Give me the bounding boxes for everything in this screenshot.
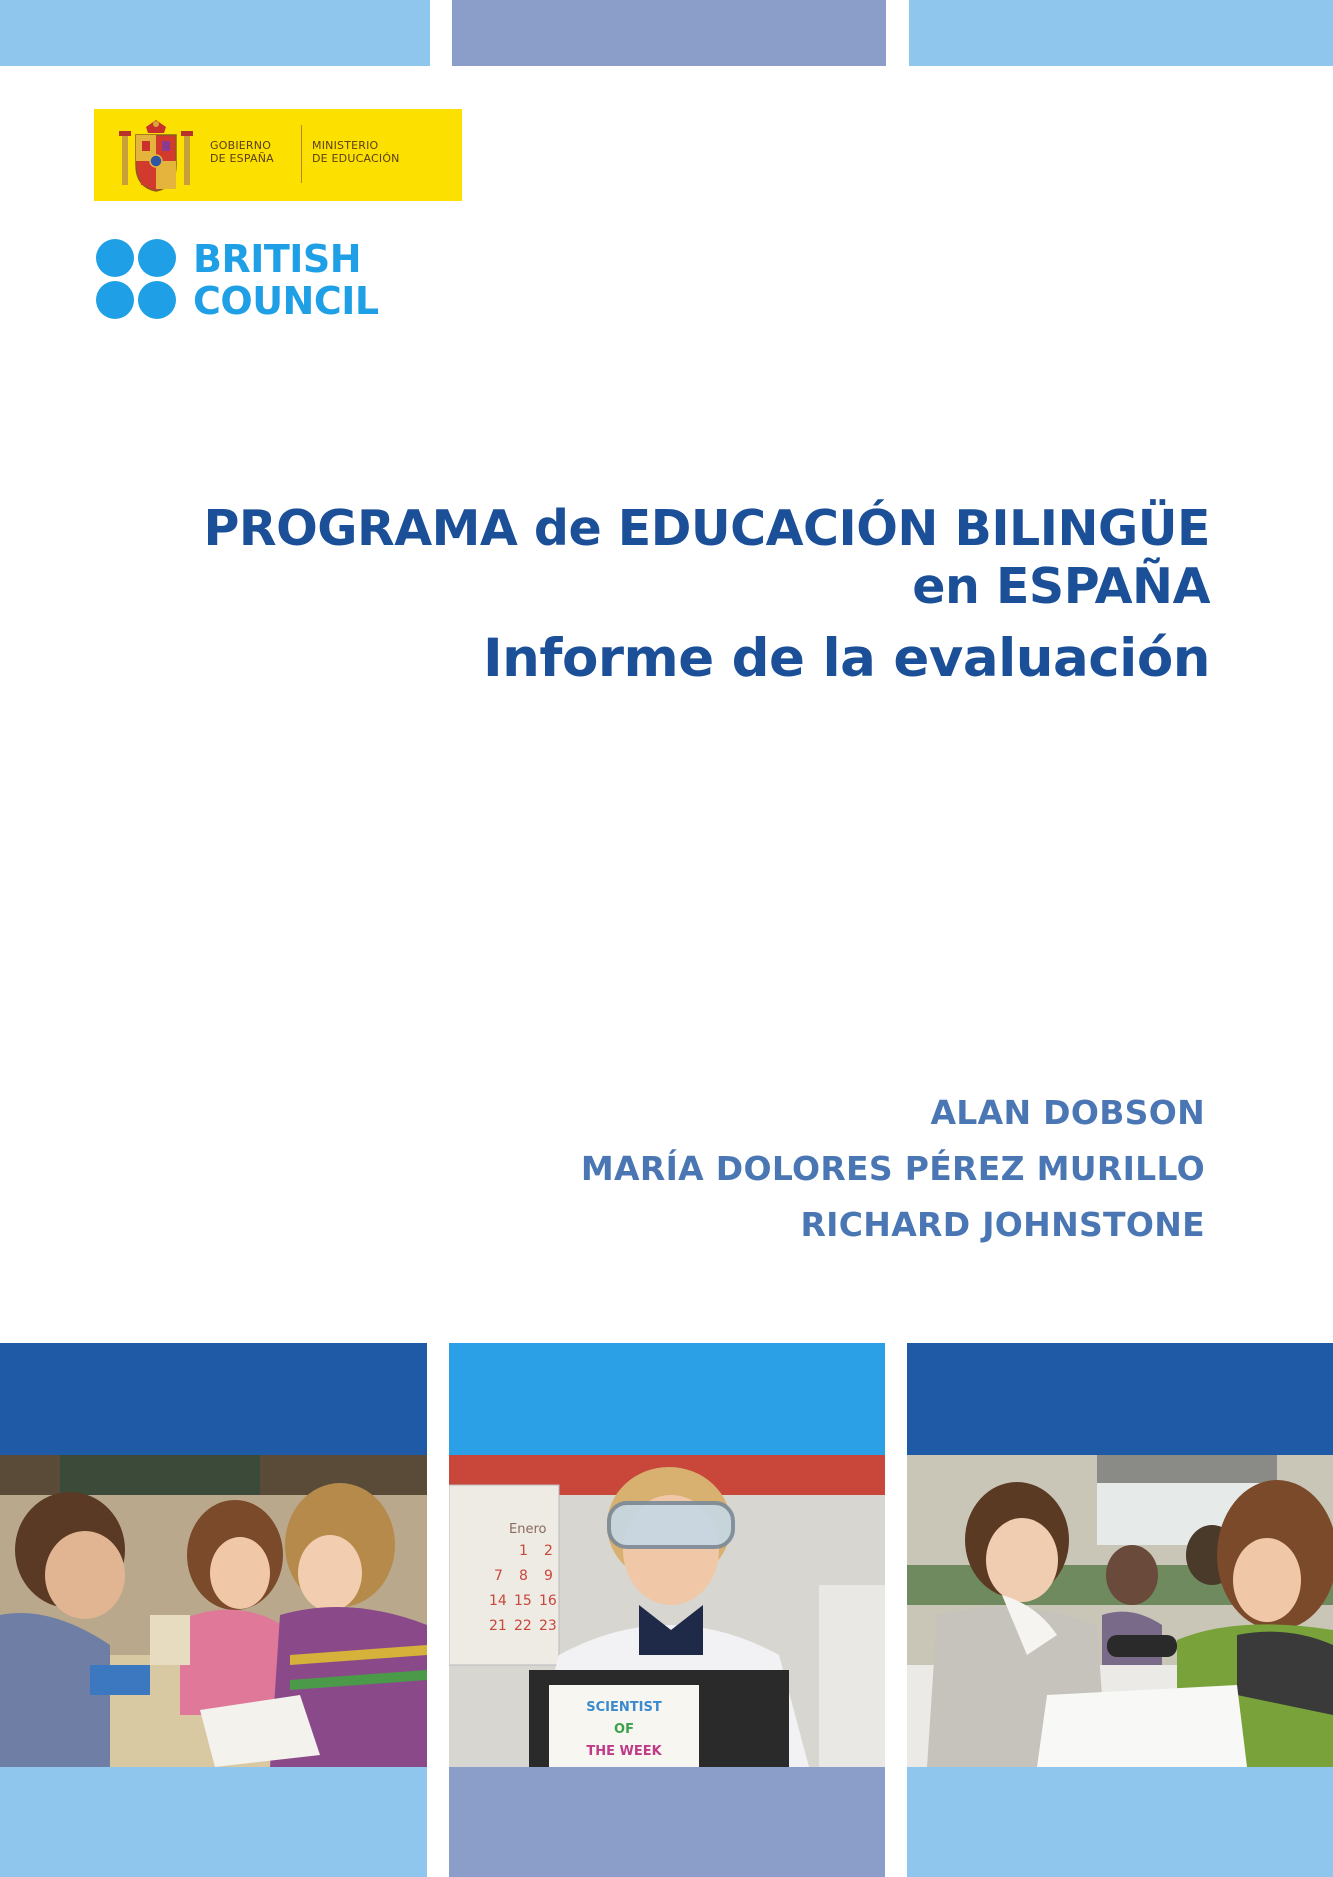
cal-num-10: 22 xyxy=(514,1618,532,1634)
author-2: MARÍA DOLORES PÉREZ MURILLO xyxy=(580,1149,1205,1188)
gobierno-ministerio-logo xyxy=(94,109,462,201)
title-line-2: en ESPAÑA xyxy=(912,558,1210,615)
top-bar-center xyxy=(452,0,886,66)
bottom-bar-left xyxy=(0,1767,427,1877)
coat-of-arms-icon xyxy=(116,117,196,195)
authors-list xyxy=(305,1085,1205,1253)
title-subtitle: Informe de la evaluación xyxy=(482,628,1210,689)
cal-num-5: 9 xyxy=(544,1568,553,1584)
ministerio-line2: DE EDUCACIÓN xyxy=(312,152,400,165)
cal-num-8: 16 xyxy=(539,1593,557,1609)
british-council-dots-icon xyxy=(95,238,181,322)
cal-num-6: 14 xyxy=(489,1593,507,1609)
british-council-logo xyxy=(95,238,405,322)
cal-num-1: 1 xyxy=(519,1543,528,1559)
cal-num-11: 23 xyxy=(539,1618,557,1634)
bottom-bar-center xyxy=(449,1767,885,1877)
top-bar-left xyxy=(0,0,430,66)
title-line-1: PROGRAMA de EDUCACIÓN BILINGÜE xyxy=(203,500,1210,557)
photo-scientist-of-the-week xyxy=(449,1455,885,1767)
gobierno-line1: GOBIERNO xyxy=(210,139,272,152)
sign-line-1: SCIENTIST xyxy=(586,1700,662,1715)
cover-title xyxy=(110,500,1210,696)
author-1: ALAN DOBSON xyxy=(930,1093,1205,1132)
cal-num-7: 15 xyxy=(514,1593,532,1609)
gobierno-label xyxy=(210,139,274,165)
sign-line-3: THE WEEK xyxy=(586,1744,662,1759)
calendar-month: Enero xyxy=(509,1522,547,1537)
photo-strip-right xyxy=(907,1343,1333,1455)
sign-line-2: OF xyxy=(614,1722,634,1737)
bottom-bar-right xyxy=(907,1767,1333,1877)
photo-strip-center xyxy=(449,1343,885,1455)
photo-children-reading xyxy=(0,1455,427,1767)
british-council-line2: COUNCIL xyxy=(193,279,379,323)
ministerio-line1: MINISTERIO xyxy=(312,139,379,152)
british-council-wordmark xyxy=(193,238,379,322)
cal-num-2: 2 xyxy=(544,1543,553,1559)
cal-num-3: 7 xyxy=(494,1568,503,1584)
author-3: RICHARD JOHNSTONE xyxy=(800,1205,1205,1244)
top-bar-right xyxy=(909,0,1333,66)
cal-num-4: 8 xyxy=(519,1568,528,1584)
photo-strip-left xyxy=(0,1343,427,1455)
photo-students-writing xyxy=(907,1455,1333,1767)
british-council-line1: BRITISH xyxy=(193,237,362,281)
gobierno-line2: DE ESPAÑA xyxy=(210,152,274,165)
cal-num-9: 21 xyxy=(489,1618,507,1634)
ministerio-label xyxy=(312,139,400,165)
gov-logo-divider xyxy=(301,125,302,183)
